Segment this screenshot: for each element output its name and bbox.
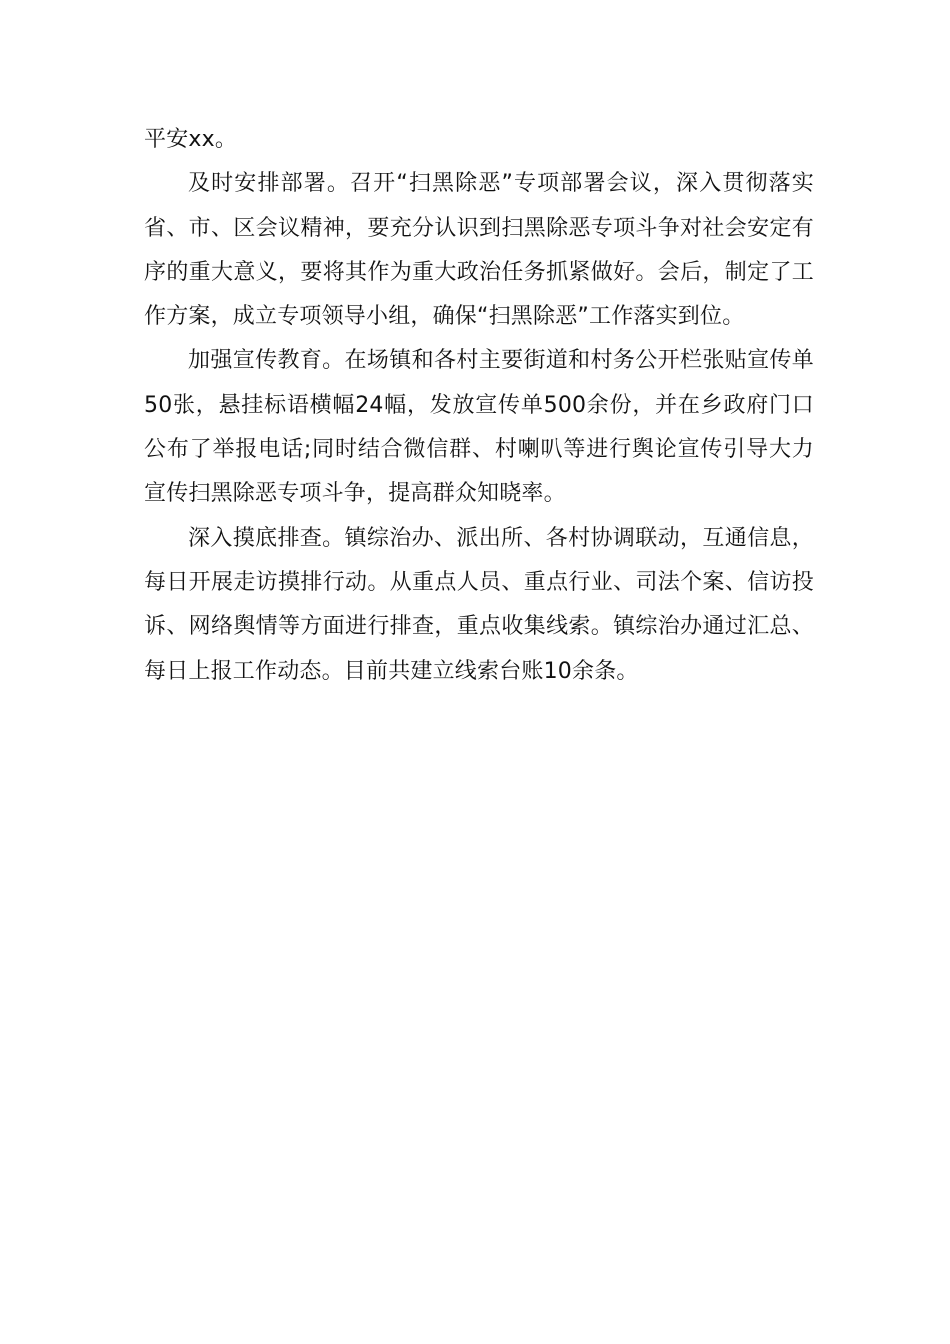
- document-body: [144, 118, 814, 694]
- paragraph-deployment: 及时安排部署。召开“扫黑除恶”专项部署会议，深入贯彻落实省、市、区会议精神，要充分认识到扫黑除恶专项斗争对社会安定有序的重大意义，要将其作为重大政治任务抓紧做好。会后，制定了工作方案，成立专项领导小组，确保“扫黑除恶”工作落实到位。: [144, 171, 814, 330]
- paragraph-opening-fragment: 平安xx。: [144, 127, 238, 152]
- paragraph-investigation: 深入摸底排查。镇综治办、派出所、各村协调联动，互通信息，每日开展走访摸排行动。从重点人员、重点行业、司法个案、信访投诉、网络舆情等方面进行排查，重点收集线索。镇综治办通过汇总、每日上报工作动态。目前共建立线索台账10余条。: [144, 525, 814, 684]
- paragraph-publicity: 加强宣传教育。在场镇和各村主要街道和村务公开栏张贴宣传单50张，悬挂标语横幅24幅，发放宣传单500余份，并在乡政府门口公布了举报电话;同时结合微信群、村喇叭等进行舆论宣传引导大力宣传扫黑除恶专项斗争，提高群众知晓率。: [144, 348, 814, 507]
